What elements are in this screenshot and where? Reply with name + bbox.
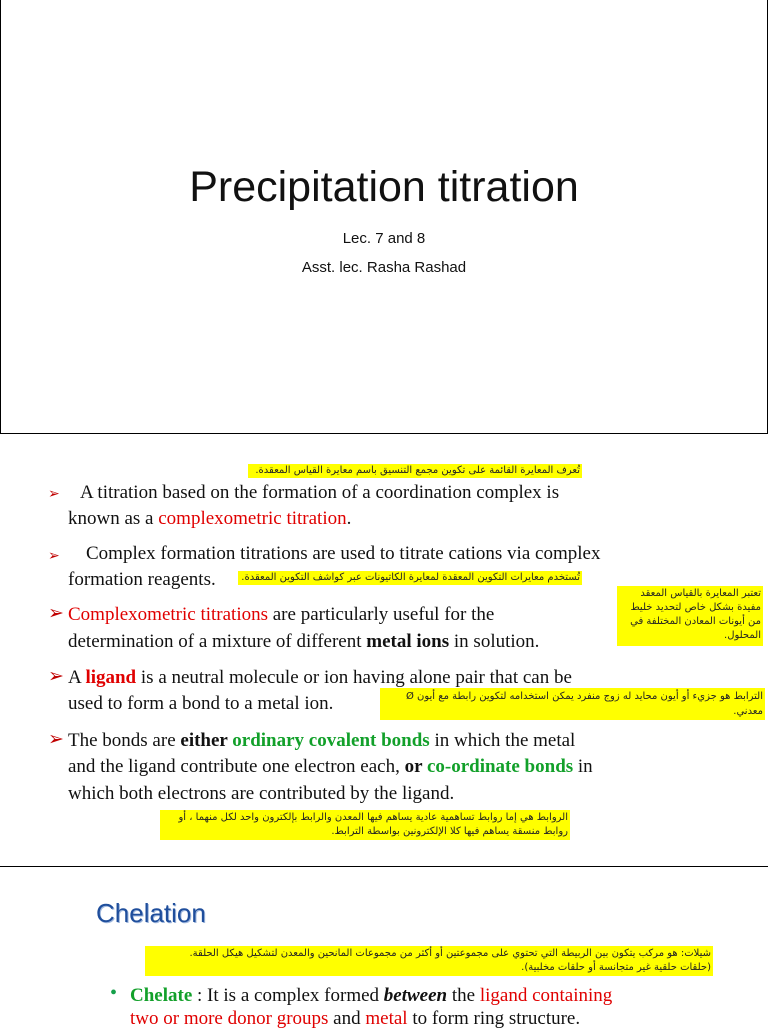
bullet-arrow-icon: ➢ xyxy=(48,549,60,564)
title-slide xyxy=(0,0,768,434)
bullet-5-line-1: The bonds are either ordinary covalent bonds in which the metal xyxy=(68,730,576,751)
bullet-4-line-2: used to form a bond to a metal ion. xyxy=(68,693,334,714)
slide-title: Precipitation titration xyxy=(189,163,579,211)
arabic-note-5: الروابط هي إما روابط تساهمية عادية يساهم فيها المعدن والرابط بإلكترون واحد لكل منهما ، أو روابط منسقة يساهم فيها كلا الإلكترونين بواسطة الترابط. xyxy=(160,810,570,840)
bullet-1-line-1: A titration based on the formation of a coordination complex is xyxy=(80,482,560,503)
bullet-3-line-2: determination of a mixture of different metal ions in solution. xyxy=(68,631,540,652)
ligand-term: ligand xyxy=(85,667,137,688)
bullet-5-line-3: which both electrons are contributed by the ligand. xyxy=(68,783,455,804)
lecture-number: Lec. 7 and 8 xyxy=(342,230,426,247)
arabic-note-4: الترابط هو جزيء أو أيون محايد له زوج منفرد يمكن استخدامه لتكوين رابطة مع أيون Ø معدني. xyxy=(380,688,765,720)
bullet-dot-icon: • xyxy=(110,982,118,1004)
bullet-arrow-icon: ➢ xyxy=(48,729,64,750)
arabic-note-chelation: شيلات: هو مركب يتكون بين الربيطة التي تحتوي على مجموعتين أو أكثر من مجموعات المانحين والمعدن لتشكيل هيكل الحلقة. (حلقات حلقية غير متجانسة أو حلقات مخلبية). xyxy=(145,946,713,976)
chelate-line-1: Chelate : It is a complex formed between the ligand containing xyxy=(130,985,613,1006)
bullet-4-line-1: A ligand is a neutral molecule or ion having alone pair that can be xyxy=(68,667,572,688)
bullet-2-line-1: Complex formation titrations are used to titrate cations via complex xyxy=(86,543,601,564)
complexometric-term: complexometric titration xyxy=(158,508,347,529)
arabic-note-2: تُستخدم معايرات التكوين المعقدة لمعايرة الكاتيونات عبر كواشف التكوين المعقدة. xyxy=(238,571,582,585)
bullet-3-line-1: Complexometric titrations are particularly useful for the xyxy=(68,604,495,625)
bullet-arrow-icon: ➢ xyxy=(48,666,64,687)
chelation-title: Chelation xyxy=(96,898,206,928)
bullet-arrow-icon: ➢ xyxy=(48,603,64,624)
author-name: Asst. lec. Rasha Rashad xyxy=(301,259,467,276)
arabic-note-3: تعتبر المعايرة بالقياس المعقد مفيدة بشكل خاص لتحديد خليط من أيونات المعادن المختلفة في المحلول. xyxy=(617,586,763,646)
bullet-1-line-2: known as a complexometric titration. xyxy=(68,508,352,529)
complexometric-titrations-term: Complexometric titrations xyxy=(68,604,268,625)
chelate-term: Chelate xyxy=(130,985,193,1006)
chelate-line-2: two or more donor groups and metal to form ring structure. xyxy=(130,1008,581,1029)
arabic-note-top: تُعرف المعايرة القائمة على تكوين مجمع التنسيق باسم معايرة القياس المعقدة. xyxy=(248,464,582,478)
bullet-2-line-2: formation reagents. xyxy=(68,569,216,590)
bullet-arrow-icon: ➢ xyxy=(48,487,60,502)
bullet-5-line-2: and the ligand contribute one electron each, or co-ordinate bonds in xyxy=(68,756,593,777)
